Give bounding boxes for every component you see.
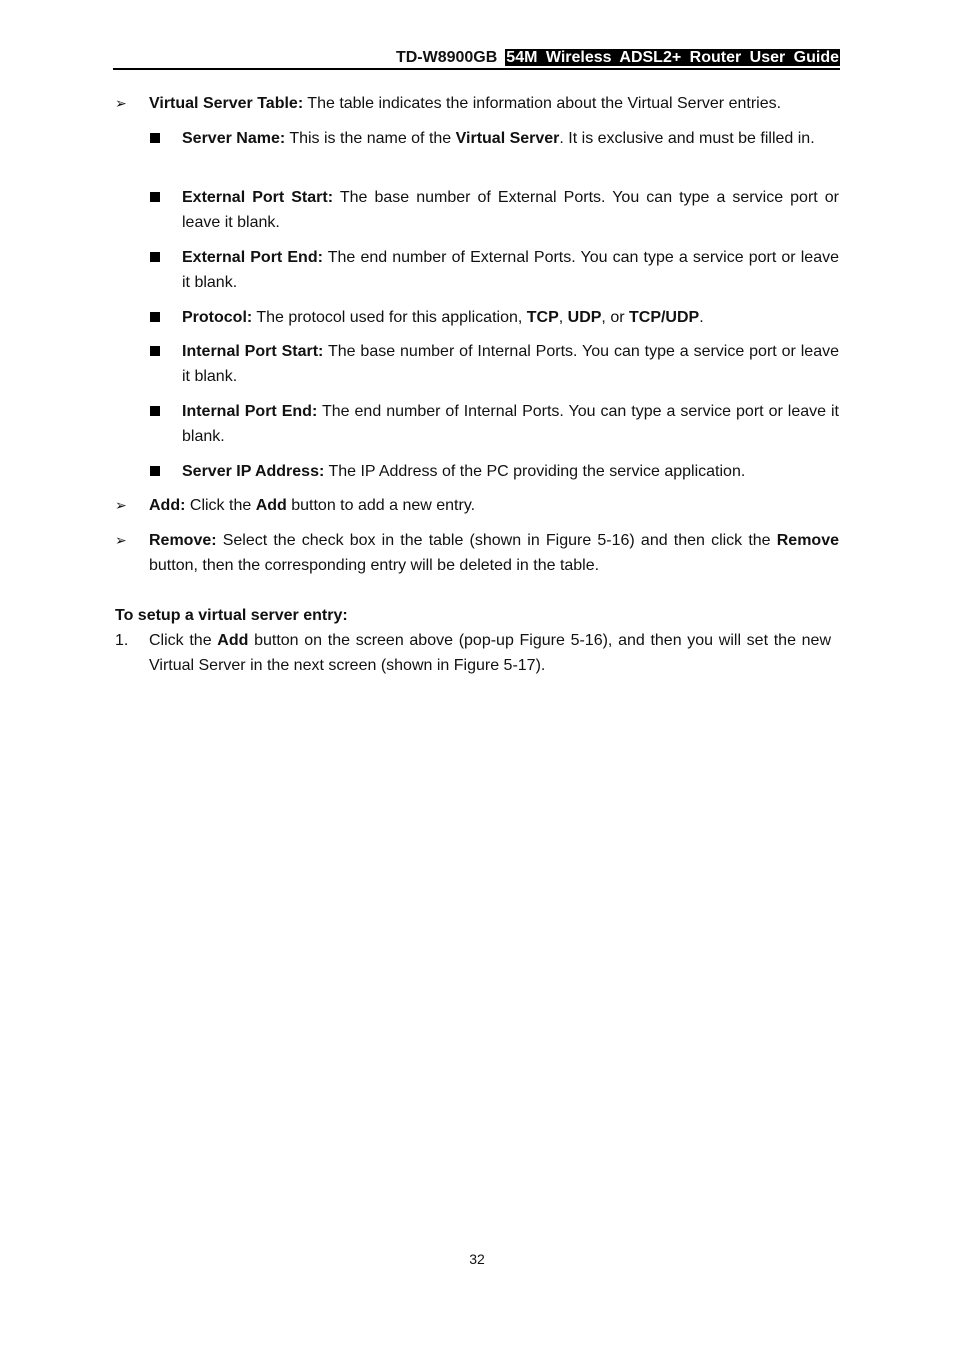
item-text: The protocol used for this application, [252,309,527,326]
item-label: Server Name: [182,130,286,147]
item-text: Click the [149,632,218,649]
protocol-item [182,305,839,330]
item-text: The base number of Internal Ports. You can type a service port or leave it blank. [182,343,839,385]
item-label: Virtual Server Table: [149,95,304,112]
server-ip-address-item [182,459,839,484]
item-bold-text: Add [255,497,287,514]
page-number: 32 [469,1251,485,1267]
square-bullet-icon [150,133,160,143]
item-text: , or [601,309,629,326]
remove-item [149,528,839,578]
square-bullet-icon [150,346,160,356]
protocol-tcp-udp: TCP/UDP [628,309,700,326]
item-text: Click the [185,497,256,514]
item-text: The table indicates the information about the Virtual Server entries. [303,95,782,112]
square-bullet-icon [150,466,160,476]
external-port-start-item [182,185,839,235]
item-label: Add: [149,497,186,514]
item-label: Protocol: [182,309,253,326]
item-text: The base number of External Ports. You can type a service port or leave it blank. [182,189,840,231]
header-model: TD-W8900GB [395,49,498,66]
protocol-udp: UDP [567,309,602,326]
item-text: button to add a new entry. [286,497,476,514]
header-guide-title: 54M Wireless ADSL2+ Router User Guide [506,49,839,66]
item-bold-text: Add [217,632,249,649]
item-label: External Port End: [182,249,323,266]
item-bold-text: Virtual Server [455,130,560,147]
item-label: External Port Start: [182,189,334,206]
item-text: , [558,309,568,326]
internal-port-start-item [182,339,839,389]
item-label: Remove: [149,532,217,549]
item-text: . It is exclusive and must be filled in. [559,130,815,147]
internal-port-end-item [182,399,839,449]
square-bullet-icon [150,406,160,416]
item-text: button on the screen above (pop-up Figure 5-16), and then you will set the new Virtual Server in the next screen (shown in Figure 5-17). [149,632,832,674]
item-text: The end number of Internal Ports. You can type a service port or leave it blank. [182,403,840,445]
item-label: Internal Port Start: [182,343,324,360]
server-name-item [182,126,839,151]
square-bullet-icon [150,192,160,202]
item-text: . [699,309,704,326]
item-label: Server IP Address: [182,463,325,480]
arrow-bullet-icon: ➢ [115,532,127,548]
virtual-server-table-item [149,91,839,116]
page-header [113,48,840,70]
add-item [149,493,839,518]
item-bold-text: Remove [776,532,839,549]
protocol-tcp: TCP [526,309,559,326]
setup-step-1 [149,628,831,678]
item-text: button, then the corresponding entry will be deleted in the table. [149,557,600,574]
item-text: The IP Address of the PC providing the service application. [324,463,746,480]
item-text: The end number of External Ports. You can type a service port or leave it blank. [182,249,839,291]
square-bullet-icon [150,252,160,262]
item-text: Select the check box in the table (shown in Figure 5-16) and then click the [216,532,777,549]
step-number: 1. [115,632,129,649]
external-port-end-item [182,245,839,295]
arrow-bullet-icon: ➢ [115,497,127,513]
item-label: Internal Port End: [182,403,318,420]
square-bullet-icon [150,312,160,322]
item-text: This is the name of the [285,130,456,147]
setup-heading: To setup a virtual server entry: [115,607,348,624]
arrow-bullet-icon: ➢ [115,95,127,111]
